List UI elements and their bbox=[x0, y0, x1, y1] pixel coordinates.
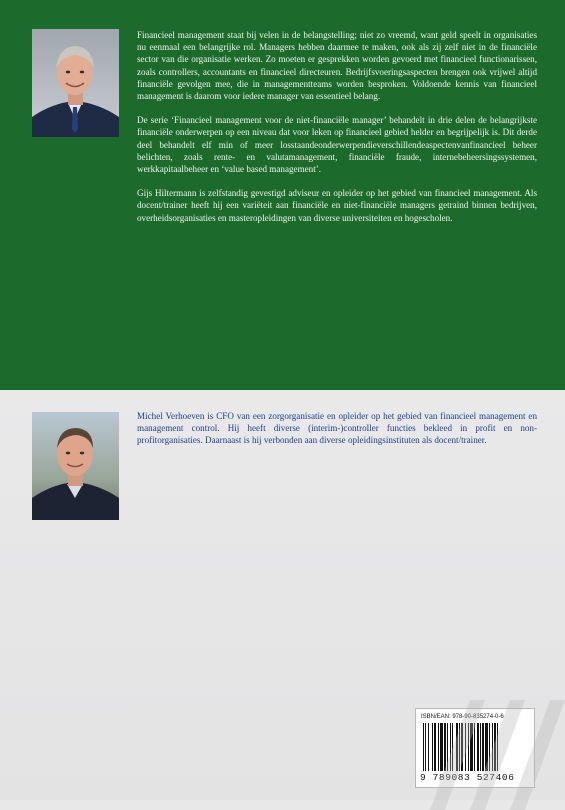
top-text-block bbox=[137, 29, 537, 236]
author-photo-michel-verhoeven bbox=[32, 412, 119, 520]
author-bio-verhoeven: Michel Verhoeven is CFO van een zorgorganisatie en opleider op het gebied van financieel management en management control. Hij heeft diverse (interim-)controller functies bekleed in profit en non-profitorganisaties. Daarnaast is hij verbonden aan diverse opleidingsinstituten als docent/trainer. bbox=[137, 411, 537, 446]
barcode-bars bbox=[420, 723, 530, 771]
intro-paragraph: Financieel management staat bij velen in de belangstelling; niet zo vreemd, want geld speelt in organisaties nu eenmaal een belangrijke rol. Managers hebben daarmee te maken, ook als zij zelf niet in de financiële sector van die organisatie werken. Zo moeten er gesprekken worden gevoerd met financieel functionarissen, zoals controllers, accountants en financieel directeuren. Bedrijfsvoeringsaspecten brengen ook vrijwel altijd financiële gevolgen mee, die in managementteams worden besproken. Voldoende kennis van financieel management is daarom voor iedere manager van essentieel belang. bbox=[137, 30, 537, 102]
bottom-text-block bbox=[137, 410, 537, 459]
author-bio-hiltermann: Gijs Hiltermann is zelfstandig gevestigd adviseur en opleider op het gebied van financieel management. Als docent/trainer heeft hij een variëteit aan financiële en niet-financiële managers getraind binnen bedrijven, overheidsorganisaties en masteropleidingen van diverse universiteiten en hogescholen. bbox=[137, 188, 537, 223]
author-photo-gijs-hiltermann bbox=[32, 29, 119, 137]
barcode-digits: 9 789083 527406 bbox=[420, 772, 515, 783]
series-paragraph: De serie ‘Financieel management voor de niet-financiële manager’ behandelt in drie delen de belangrijkste financiële onderwerpen op een niveau dat voor leken op financieel gebied helder en begrijpelijk is. Dit derde deel behandelt elf min of meer losstaandeonderwerpendieverschillendeaspectenvanfinancieel beheer belichten, zoals rente- en valutamanagement, financiële fraude, internebeheersingssystemen, werkkapitaalbeheer en ‘value based management’. bbox=[137, 115, 537, 175]
barcode-box bbox=[415, 708, 535, 788]
isbn-label: ISBN/EAN: 978-90-835274-0-6 bbox=[421, 714, 504, 720]
